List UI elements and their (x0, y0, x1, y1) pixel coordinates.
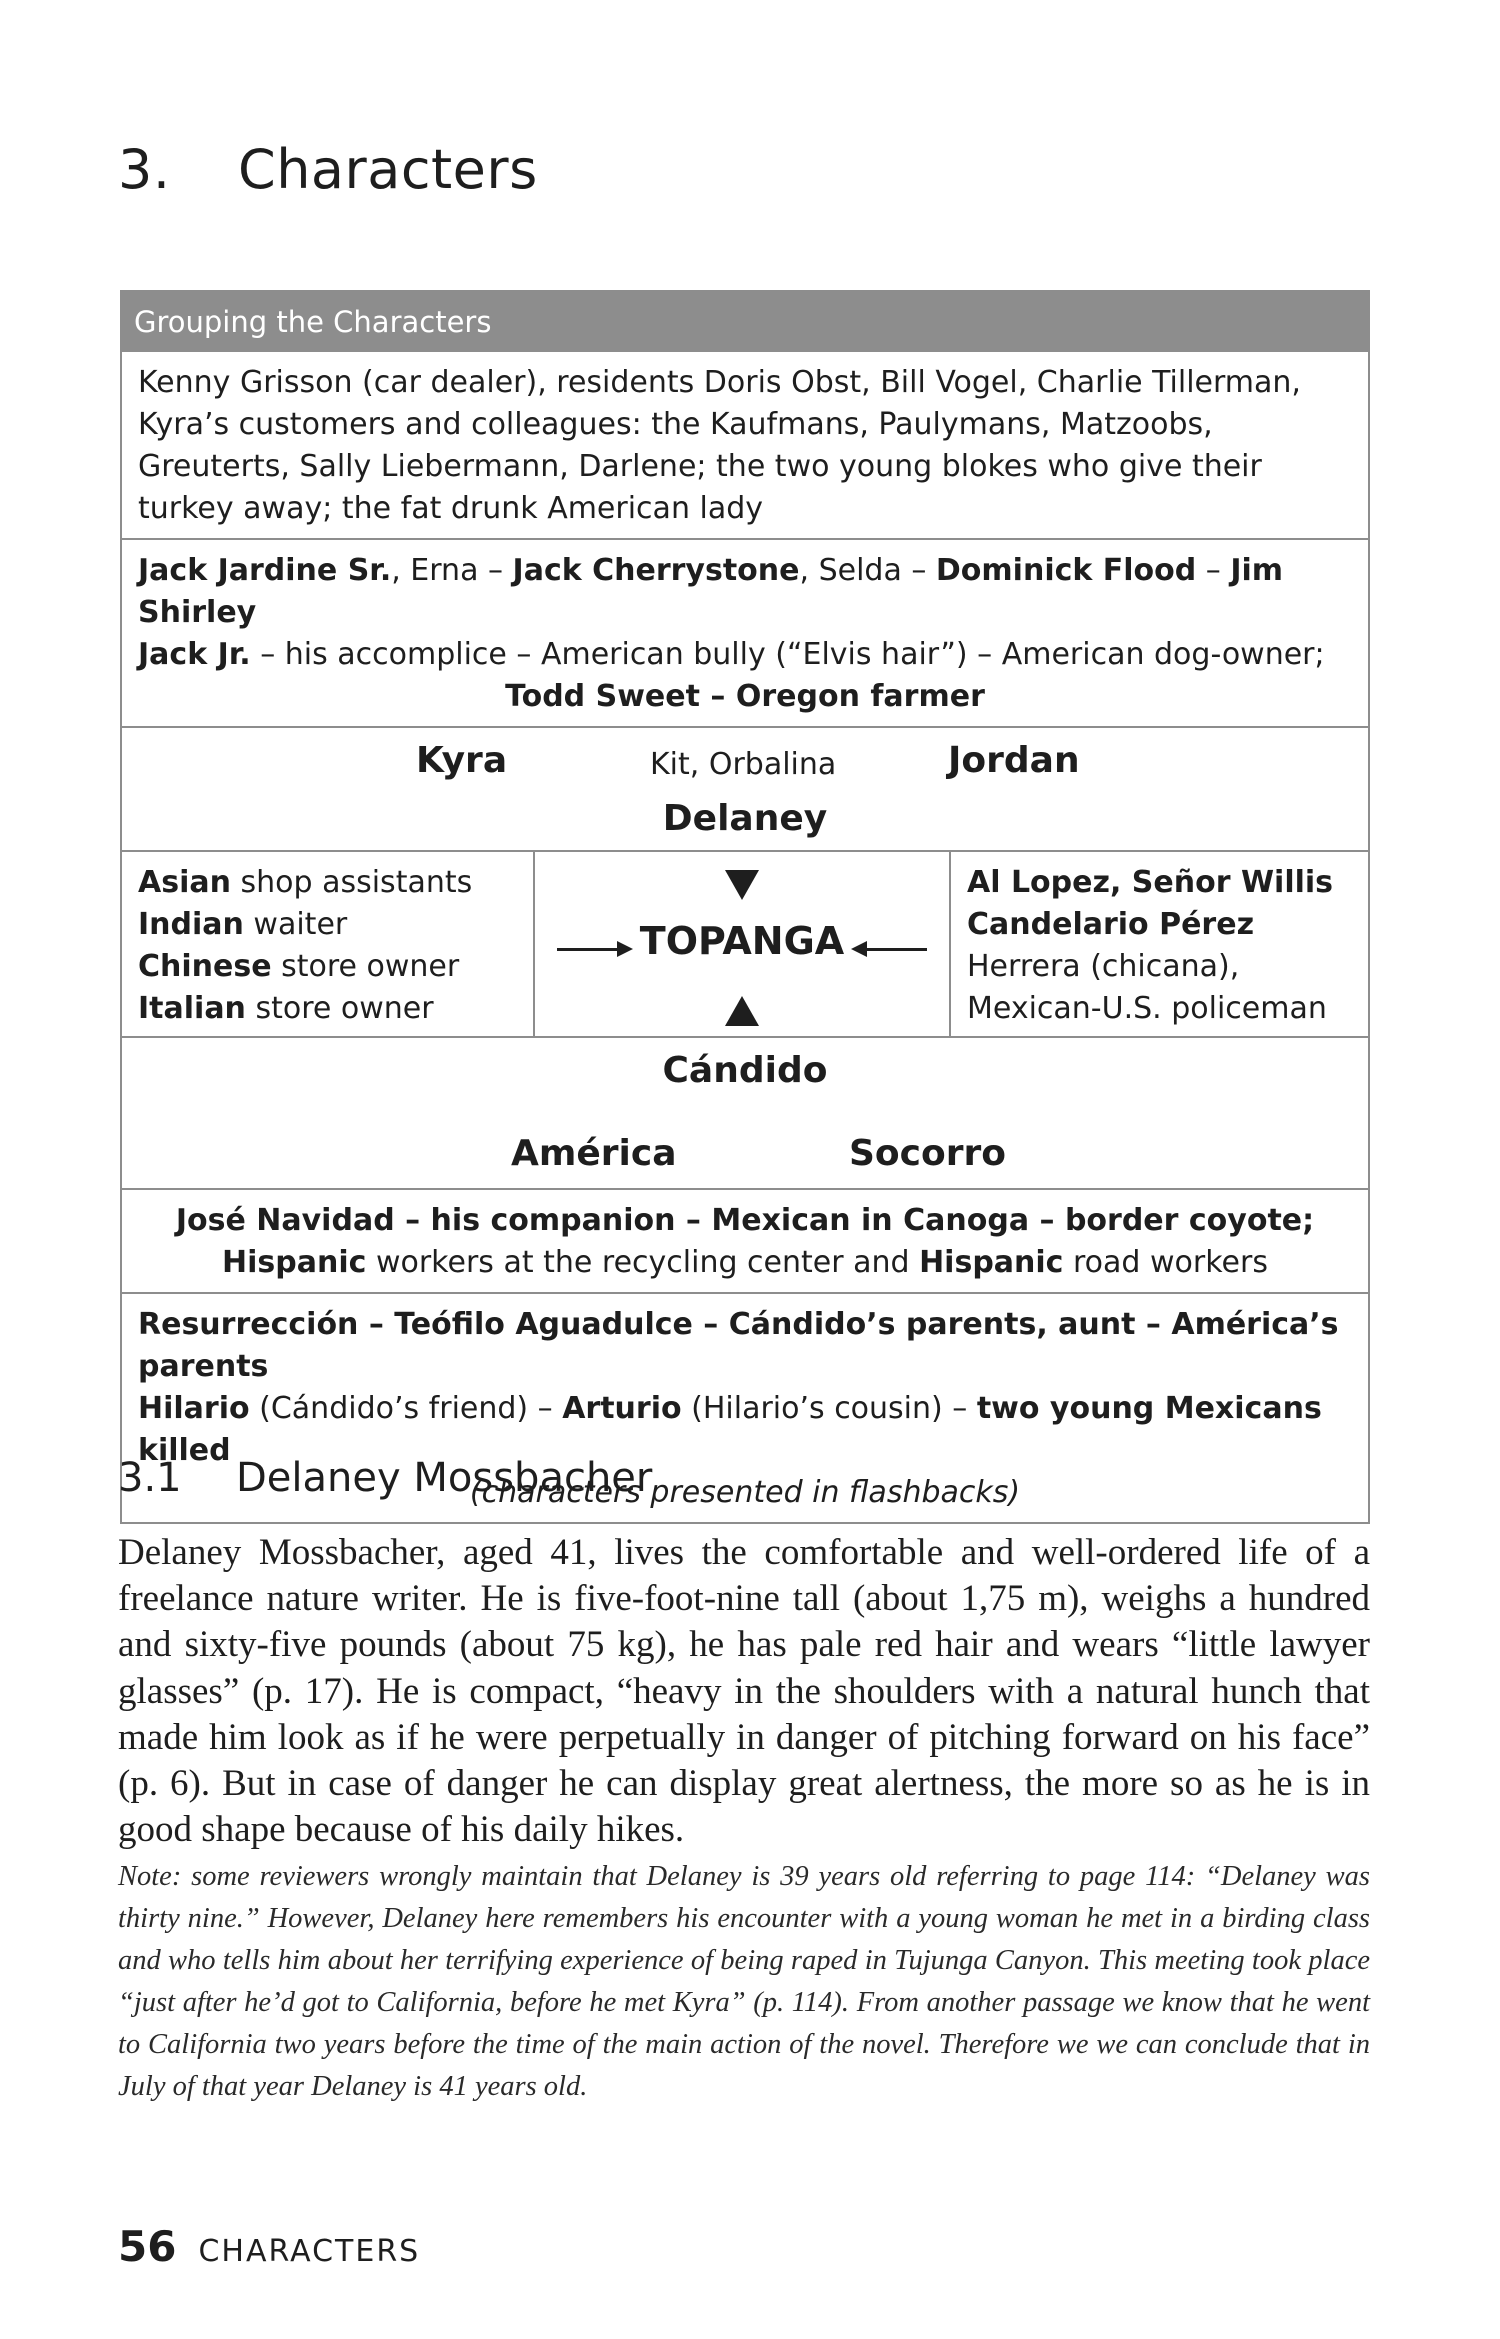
text-segment: Hilario (138, 1391, 250, 1426)
flashback-line-1-text: Resurrección – Teófilo Aguadulce – Cándido’s parents, aunt – América’s parents (138, 1307, 1339, 1384)
text-segment: two young Mexicans killed (138, 1391, 1322, 1468)
text-segment: Arturio (562, 1391, 682, 1426)
left-col-list (138, 862, 517, 1030)
section-title: Delaney Mossbacher (236, 1455, 653, 1501)
arrow-down-icon (725, 870, 759, 900)
table-row-family (122, 726, 1368, 850)
note-paragraph: Note: some reviewers wrongly maintain that Delaney is 39 years old referring to page 114: “Delaney was thirty nine.” However, Delaney here remembers his encounter with a young woman he met in a birding class and who tells him about her terrifying experience of being raped in Tujunga Canyon. This meeting took place “just after he’d got to California, before he met Kyra” (p. 114). From another passage we know that he went to California two years before the time of the main action of the novel. Therefore we we can conclude that in July of that year Delaney is 41 years old. (118, 1861, 1370, 2102)
table-row-jose (122, 1188, 1368, 1292)
chapter-number: 3. (118, 138, 171, 201)
antagonists-line-3 (138, 676, 1352, 718)
table-row-topanga (122, 850, 1368, 1036)
kit-orbalina-label: Kit, Orbalina (650, 747, 837, 782)
socorro-label: Socorro (849, 1133, 1006, 1174)
text-segment: (Hilario’s cousin) – (681, 1391, 977, 1426)
chapter-title: Characters (238, 138, 538, 201)
text-segment: workers at the recycling center and (366, 1245, 920, 1280)
shop-workers-column (122, 852, 535, 1036)
antagonists-line-1 (138, 550, 1352, 634)
text-segment: Jim Shirley (138, 553, 1284, 630)
flashback-line-1 (138, 1304, 1352, 1388)
jose-line-2 (138, 1242, 1352, 1284)
section-number: 3.1 (118, 1455, 182, 1501)
topanga-label: TOPANGA (639, 919, 845, 963)
text-segment: Jack Jr. (138, 637, 251, 672)
residents-text: Kenny Grisson (car dealer), residents Doris Obst, Bill Vogel, Charlie Tillerman, Kyra’s customers and colleagues: the Kaufmans, Paulymans, Matzoobs, Greuterts, Sally Liebermann, Darlene; the two young blokes who give their turkey away; the fat drunk American lady (138, 365, 1301, 526)
text-segment: road workers (1063, 1245, 1268, 1280)
chapter-heading (118, 138, 538, 201)
topanga-center (535, 852, 951, 1036)
table-row-local-residents (122, 352, 1368, 538)
kyra-label: Kyra (416, 740, 508, 781)
arrow-left-icon (855, 948, 927, 951)
running-head: CHARACTERS (198, 2234, 421, 2269)
text-segment: Hispanic (222, 1245, 367, 1280)
delaney-label: Delaney (662, 798, 828, 839)
list-item: Candelario Pérez (967, 907, 1255, 942)
jose-line-1-text: José Navidad – his companion – Mexican in Canoga – border coyote; (175, 1203, 1315, 1238)
list-item: Mexican-U.S. policeman (967, 991, 1327, 1026)
table-header: Grouping the Characters (122, 292, 1368, 352)
list-item: Italian store owner (138, 991, 434, 1026)
table-row-candido (122, 1036, 1368, 1188)
text-segment: (Cándido’s friend) – (249, 1391, 563, 1426)
text-segment: – (1196, 553, 1231, 588)
page-number: 56 (118, 2222, 177, 2271)
text-segment: – his accomplice – American bully (“Elvis hair”) – American dog-owner; (250, 637, 1325, 672)
antagonists-line-2 (138, 634, 1352, 676)
table-row-antagonists (122, 538, 1368, 726)
list-item: Herrera (chicana), (967, 949, 1240, 984)
text-segment: Dominick Flood (935, 553, 1197, 588)
text-segment: , Erna – (391, 553, 513, 588)
text-segment: Hispanic (919, 1245, 1064, 1280)
text-segment: Jack Cherrystone (512, 553, 800, 588)
todd-sweet-text: Todd Sweet – Oregon farmer (505, 679, 985, 714)
mexican-characters-column (951, 852, 1368, 1036)
arrow-up-icon (725, 996, 759, 1026)
right-col-list (967, 862, 1352, 1030)
list-item: Chinese store owner (138, 949, 460, 984)
list-item: Indian waiter (138, 907, 348, 942)
jose-line-1 (138, 1200, 1352, 1242)
section-heading (118, 1455, 652, 1501)
jordan-label: Jordan (948, 740, 1080, 781)
list-item: Al Lopez, Señor Willis (967, 865, 1334, 900)
text-segment: , Selda – (799, 553, 936, 588)
candido-label: Cándido (662, 1050, 828, 1091)
page-footer (118, 2222, 420, 2271)
list-item: Asian shop assistants (138, 865, 473, 900)
body-paragraph: Delaney Mossbacher, aged 41, lives the comfortable and well-ordered life of a freelance nature writer. He is five-foot-nine tall (about 1,75 m), weighs a hundred and sixty-five pounds (about 75 kg), he has pale red hair and wears “little lawyer glasses” (p. 17). He is compact, “heavy in the shoulders with a natural hunch that made him look as if he were perpetually in danger of pitching forward on his face” (p. 6). But in case of danger he can display great alertness, the more so as he is in good shape because of his daily hikes. (118, 1532, 1370, 1851)
flashback-note: (characters presented in flashbacks) (469, 1475, 1021, 1510)
america-label: América (511, 1133, 677, 1174)
character-grouping-table (120, 290, 1370, 1524)
text-segment: Jack Jardine Sr. (138, 553, 392, 588)
